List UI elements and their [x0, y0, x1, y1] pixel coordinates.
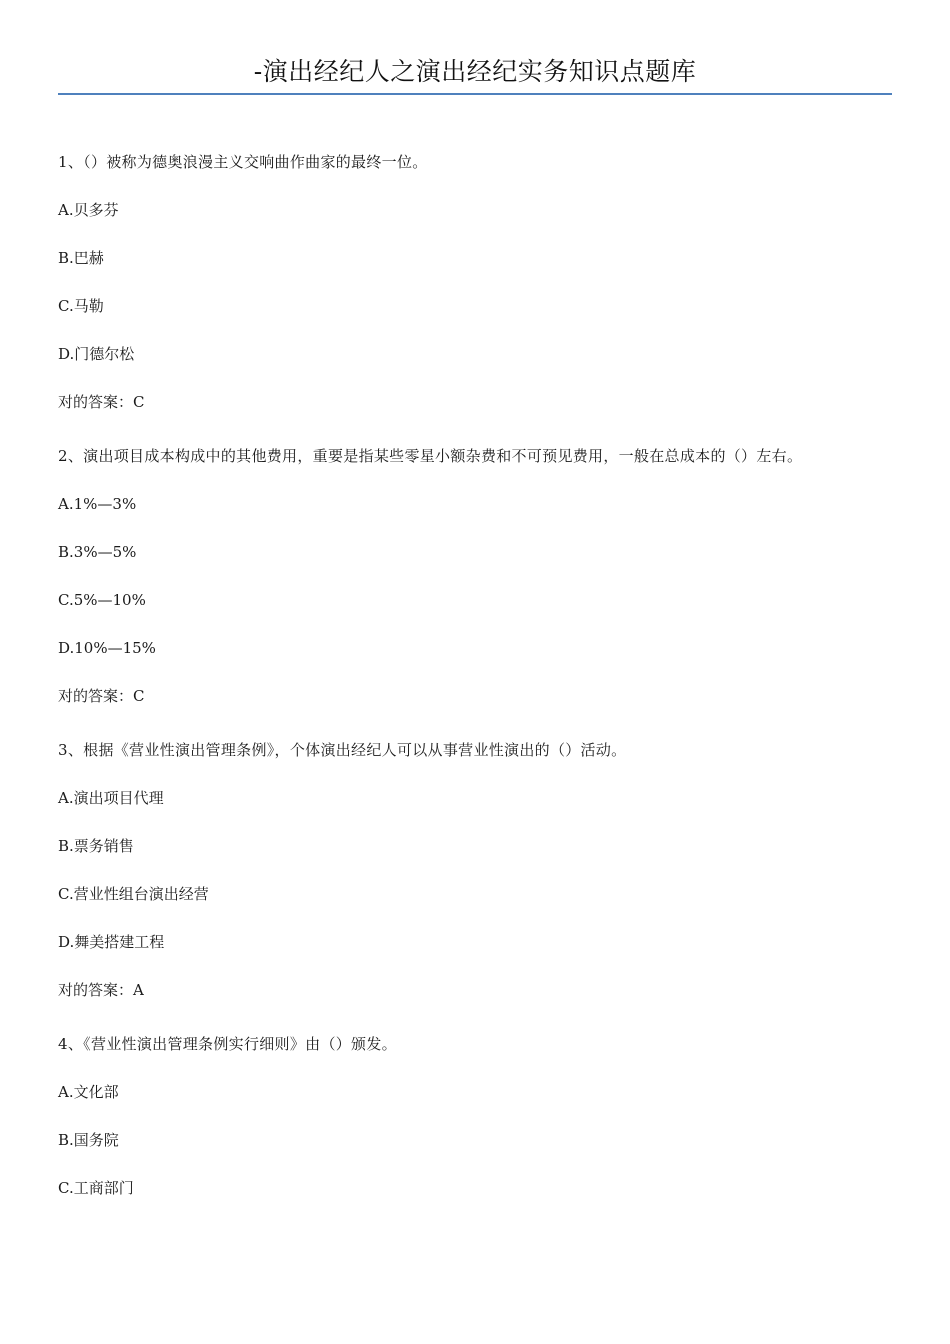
option-c: C.马勒 — [58, 297, 104, 315]
option-d: D.门德尔松 — [58, 345, 135, 363]
question-2 — [58, 432, 888, 720]
option-a: A.1%—3% — [58, 495, 137, 513]
answer-line: 对的答案：A — [58, 981, 144, 999]
option-d: D.10%—15% — [58, 639, 156, 657]
option-c: C.营业性组台演出经营 — [58, 885, 209, 903]
option-b: B.国务院 — [58, 1131, 119, 1149]
question-text: 4、《营业性演出管理条例实行细则》由（）颁发。 — [58, 1035, 397, 1053]
option-a: A.演出项目代理 — [58, 789, 164, 807]
option-b: B.票务销售 — [58, 837, 134, 855]
question-text: 1、（）被称为德奥浪漫主义交响曲作曲家的最终一位。 — [58, 153, 428, 171]
option-c: C.5%—10% — [58, 591, 146, 609]
question-list — [58, 132, 888, 1212]
option-a: A.文化部 — [58, 1083, 119, 1101]
answer-line: 对的答案：C — [58, 393, 145, 411]
answer-line: 对的答案：C — [58, 687, 145, 705]
option-b: B.巴赫 — [58, 249, 104, 267]
question-text: 3、根据《营业性演出管理条例》，个体演出经纪人可以从事营业性演出的（）活动。 — [58, 741, 627, 759]
question-text: 2、演出项目成本构成中的其他费用，重要是指某些零星小额杂费和不可预见费用，一般在总成本的（）左右。 — [58, 447, 803, 465]
question-4 — [58, 1020, 888, 1212]
option-d: D.舞美搭建工程 — [58, 933, 165, 951]
option-c: C.工商部门 — [58, 1179, 134, 1197]
question-3 — [58, 726, 888, 1014]
document-title: -演出经纪人之演出经纪实务知识点题库 — [253, 57, 697, 86]
title-underline — [58, 93, 892, 95]
option-a: A.贝多芬 — [58, 201, 119, 219]
option-b: B.3%—5% — [58, 543, 137, 561]
question-1 — [58, 138, 888, 426]
